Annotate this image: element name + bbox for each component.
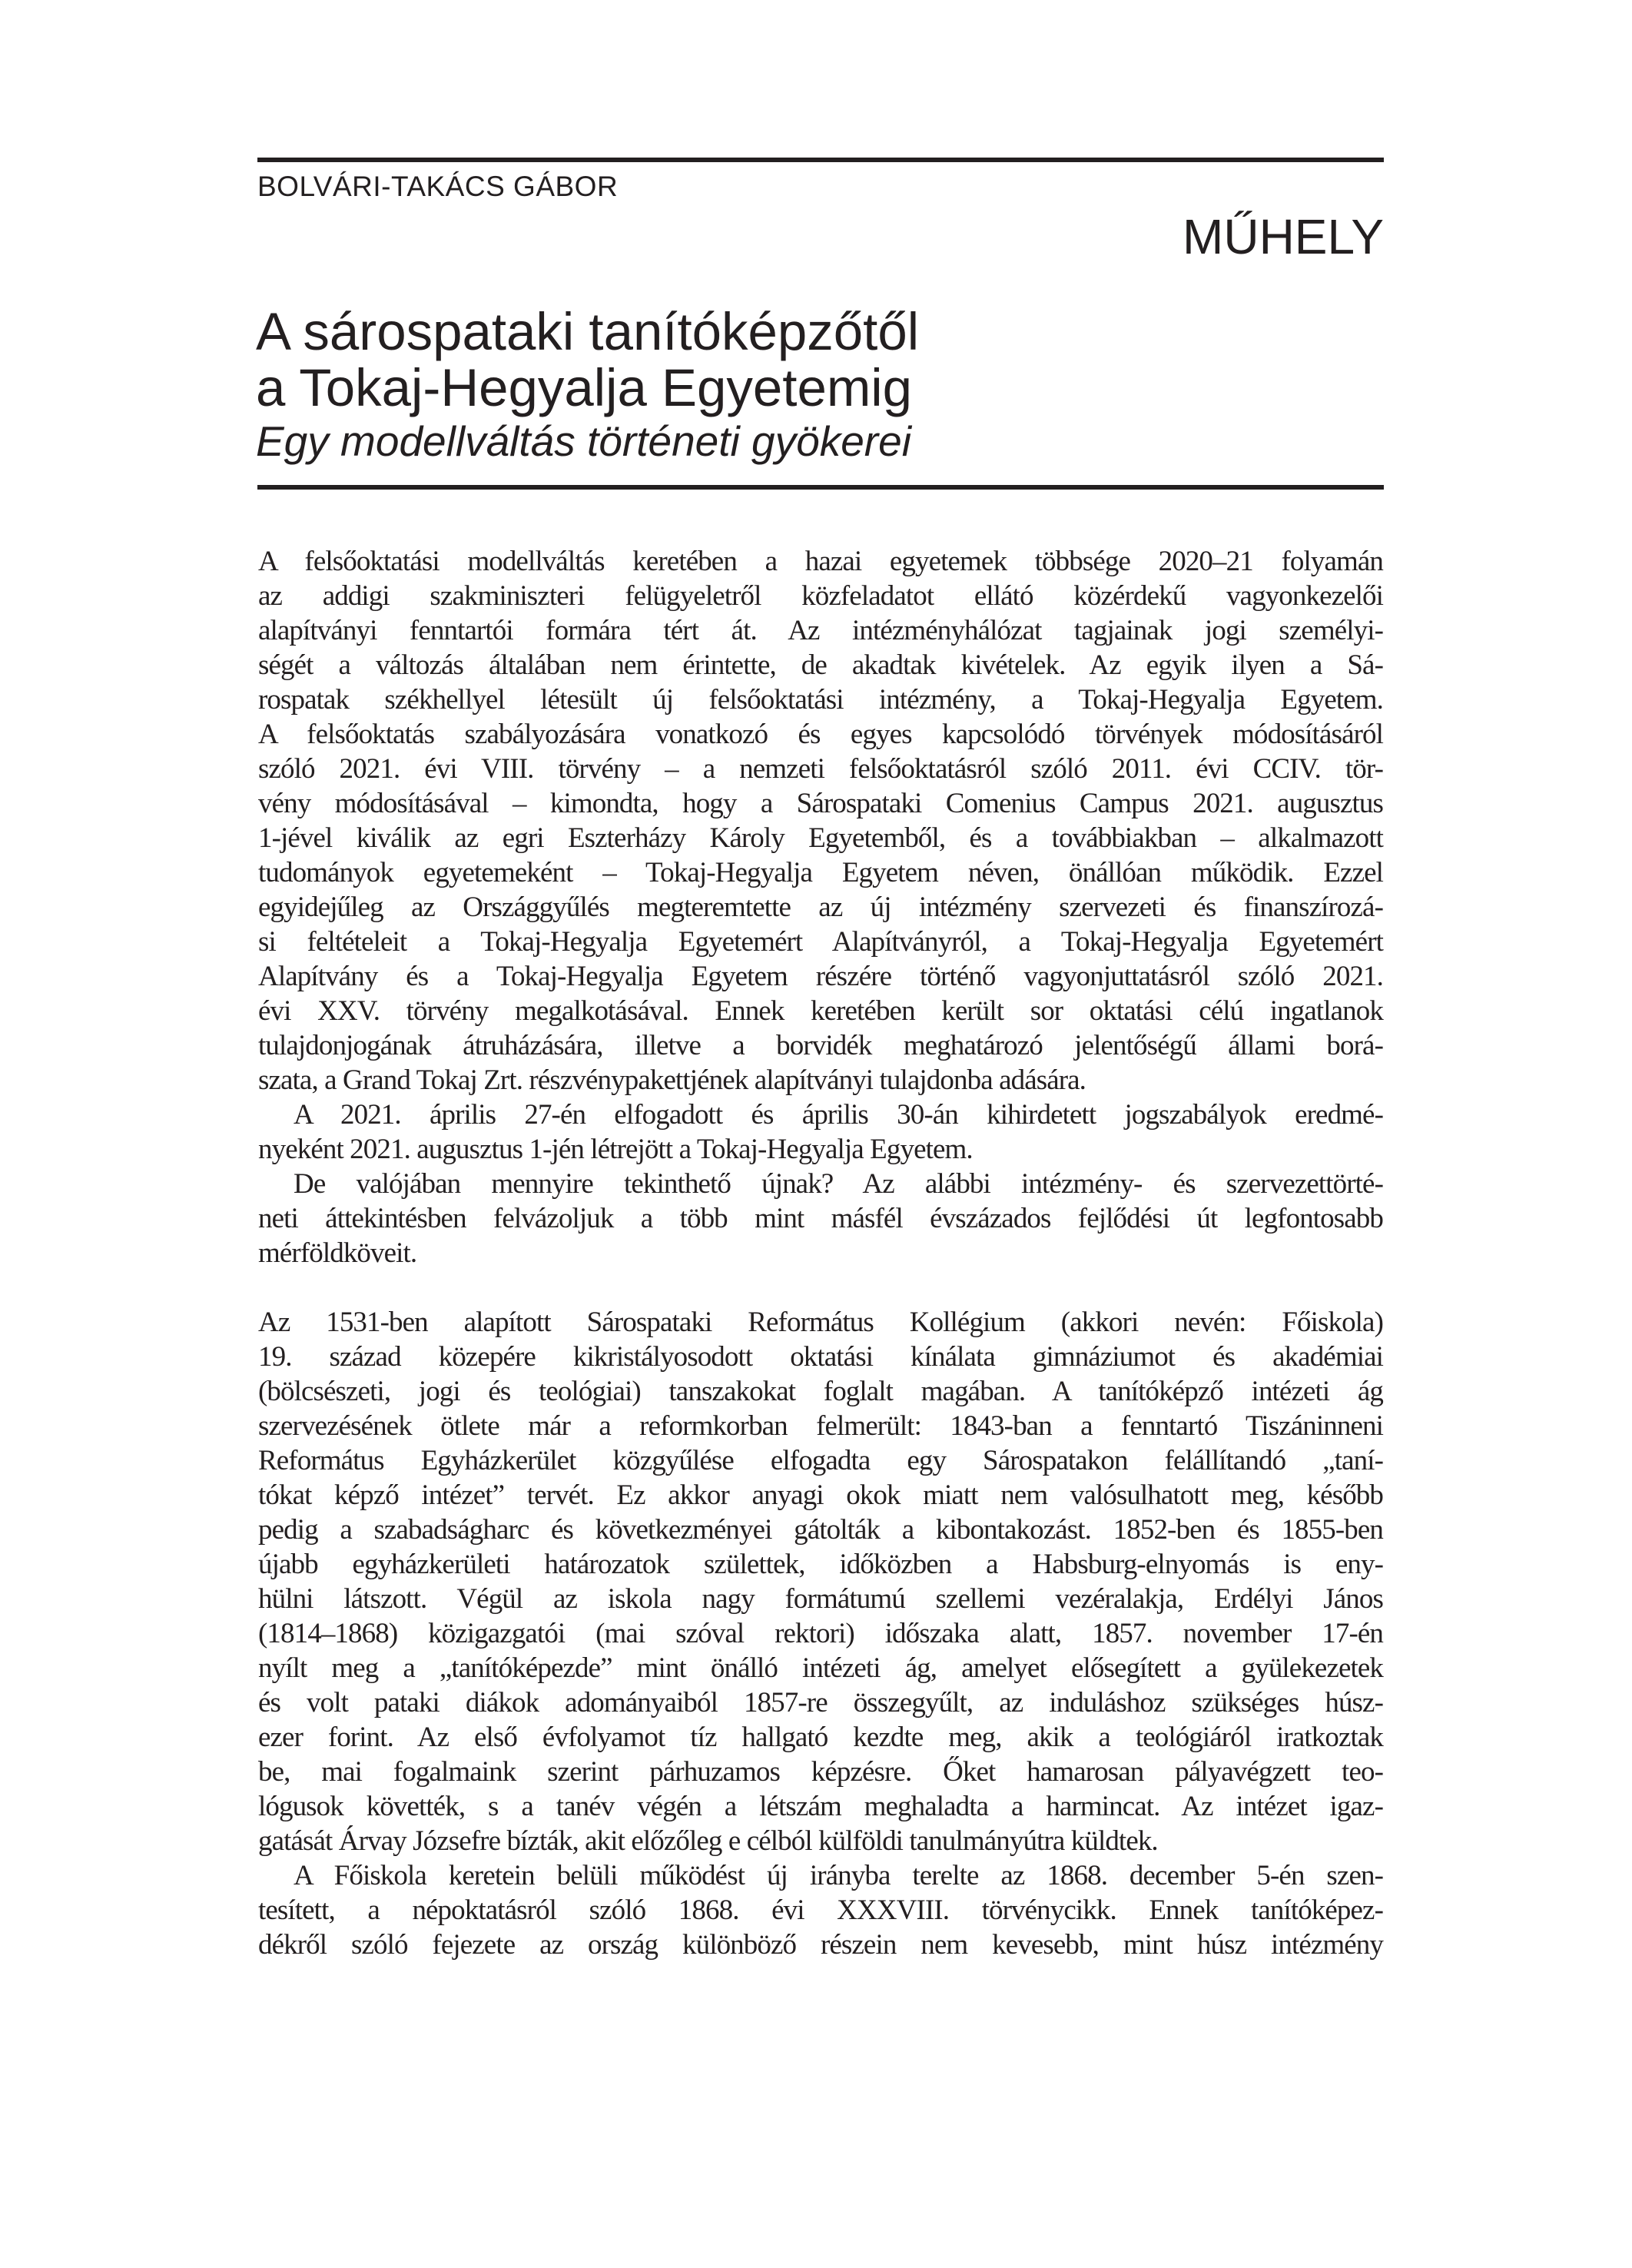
text-line: A felsőoktatás szabályozására vonatkozó és egyes kapcsolódó törvények módosításáról — [258, 719, 1383, 750]
text-line: 19. század közepére kikristályosodott oktatási kínálata gimnáziumot és akadémiai — [258, 1341, 1383, 1373]
article-title — [256, 304, 919, 416]
text-line: hülni látszott. Végül az iskola nagy formátumú szellemi vezéralakja, Erdélyi János — [258, 1583, 1383, 1615]
paragraph — [258, 1097, 1383, 1167]
text-line: ezer forint. Az első évfolyamot tíz hallgató kezdte meg, akik a teológiáról iratkoztak — [258, 1722, 1383, 1753]
text-line: pedig a szabadságharc és következményei gátolták a kibontakozást. 1852-ben és 1855-ben — [258, 1514, 1383, 1546]
text-line: nyeként 2021. augusztus 1-jén létrejött a Tokaj-Hegyalja Egyetem. — [258, 1134, 973, 1165]
article-body — [258, 544, 1383, 1962]
text-line: 1-jével kiválik az egri Eszterházy Károly Egyetemből, és a továbbiakban – alkalmazott — [258, 822, 1383, 854]
text-line: A felsőoktatási modellváltás keretében a hazai egyetemek többsége 2020–21 folyamán — [258, 546, 1383, 577]
article-section — [258, 544, 1383, 1270]
text-line: az addigi szakminiszteri felügyeletről közfeladatot ellátó közérdekű vagyonkezelői — [258, 580, 1383, 612]
section-break — [258, 1270, 1383, 1305]
text-line: évi XXV. törvény megalkotásával. Ennek keretében került sor oktatási célú ingatlanok — [258, 995, 1383, 1027]
text-line: A Főiskola keretein belüli működést új irányba terelte az 1868. december 5-én szen- — [294, 1860, 1383, 1891]
text-line: tudományok egyetemeként – Tokaj-Hegyalja Egyetem néven, önállóan működik. Ezzel — [258, 857, 1383, 888]
text-line: (1814–1868) közigazgatói (mai szóval rektori) időszaka alatt, 1857. november 17-én — [258, 1618, 1383, 1649]
text-line: be, mai fogalmaink szerint párhuzamos képzésre. Őket hamarosan pályavégzett teo- — [258, 1756, 1383, 1788]
paragraph — [258, 1858, 1383, 1962]
article-subtitle: Egy modellváltás történeti gyökerei — [256, 417, 911, 465]
text-line: De valójában mennyire tekinthető újnak? Az alábbi intézmény- és szervezettörté- — [294, 1168, 1383, 1200]
text-line: dékről szóló fejezete az ország különböző részein nem kevesebb, mint húsz intézmény — [258, 1929, 1383, 1961]
text-line: (bölcsészeti, jogi és teológiai) tanszakokat foglalt magában. A tanítóképző intézeti ág — [258, 1376, 1383, 1407]
text-line: rospatak székhellyel létesült új felsőoktatási intézmény, a Tokaj-Hegyalja Egyetem. — [258, 684, 1383, 716]
text-line: alapítványi fenntartói formára tért át. Az intézményhálózat tagjainak jogi személyi- — [258, 615, 1383, 646]
text-line: szóló 2021. évi VIII. törvény – a nemzeti felsőoktatásról szóló 2011. évi CCIV. tör- — [258, 753, 1383, 785]
text-line: Alapítvány és a Tokaj-Hegyalja Egyetem részére történő vagyonjuttatásról szóló 2021. — [258, 961, 1383, 992]
text-line: tulajdonjogának átruházására, illetve a borvidék meghatározó jelentőségű állami borá- — [258, 1030, 1383, 1061]
article-section — [258, 1305, 1383, 1962]
article-title-line: A sárospataki tanítóképzőtől — [256, 302, 920, 361]
paragraph — [258, 1167, 1383, 1270]
text-line: neti áttekintésben felvázoljuk a több mint másfél évszázados fejlődési út legfontosabb — [258, 1203, 1383, 1234]
text-line: tókat képző intézet” tervét. Ez akkor anyagi okok miatt nem valósulhatott meg, később — [258, 1479, 1383, 1511]
text-line: újabb egyházkerületi határozatok születtek, időközben a Habsburg-elnyomás is eny- — [258, 1549, 1383, 1580]
text-line: nyílt meg a „tanítóképezde” mint önálló intézeti ág, amelyet elősegített a gyülekezetek — [258, 1652, 1383, 1684]
header-bottom-rule — [257, 485, 1384, 490]
text-line: Az 1531-ben alapított Sárospataki Református Kollégium (akkori nevén: Főiskola) — [258, 1307, 1383, 1338]
text-line: ségét a változás általában nem érintette, de akadtak kivételek. Az egyik ilyen a Sá- — [258, 649, 1383, 681]
text-line: lógusok követték, s a tanév végén a létszám meghaladta a harmincat. Az intézet igaz- — [258, 1791, 1383, 1822]
header-top-rule — [257, 158, 1384, 162]
article-title-line: a Tokaj-Hegyalja Egyetemig — [256, 358, 913, 417]
author-name: BOLVÁRI-TAKÁCS GÁBOR — [257, 171, 619, 202]
text-line: gatását Árvay Józsefre bízták, akit előzőleg e célból külföldi tanulmányútra küldtek. — [258, 1825, 1158, 1857]
text-line: si feltételeit a Tokaj-Hegyalja Egyetemért Alapítványról, a Tokaj-Hegyalja Egyetemért — [258, 926, 1383, 958]
text-line: szervezésének ötlete már a reformkorban felmerült: 1843-ban a fenntartó Tiszáninneni — [258, 1410, 1383, 1442]
text-line: vény módosításával – kimondta, hogy a Sárospataki Comenius Campus 2021. augusztus — [258, 788, 1383, 819]
section-label: MŰHELY — [1183, 209, 1384, 264]
text-line: és volt pataki diákok adományaiból 1857-re összegyűlt, az induláshoz szükséges húsz- — [258, 1687, 1383, 1718]
text-line: tesített, a népoktatásról szóló 1868. évi XXXVIII. törvénycikk. Ennek tanítóképez- — [258, 1894, 1383, 1926]
text-line: egyidejűleg az Országgyűlés megteremtette az új intézmény szervezeti és finanszírozá- — [258, 892, 1383, 923]
text-line: mérföldköveit. — [258, 1237, 417, 1269]
paragraph — [258, 544, 1383, 1097]
text-line: Református Egyházkerület közgyűlése elfogadta egy Sárospatakon felállítandó „taní- — [258, 1445, 1383, 1476]
paragraph — [258, 1305, 1383, 1858]
text-line: A 2021. április 27-én elfogadott és április 30-án kihirdetett jogszabályok eredmé- — [294, 1099, 1383, 1131]
text-line: szata, a Grand Tokaj Zrt. részvénypakettjének alapítványi tulajdonba adására. — [258, 1064, 1086, 1096]
